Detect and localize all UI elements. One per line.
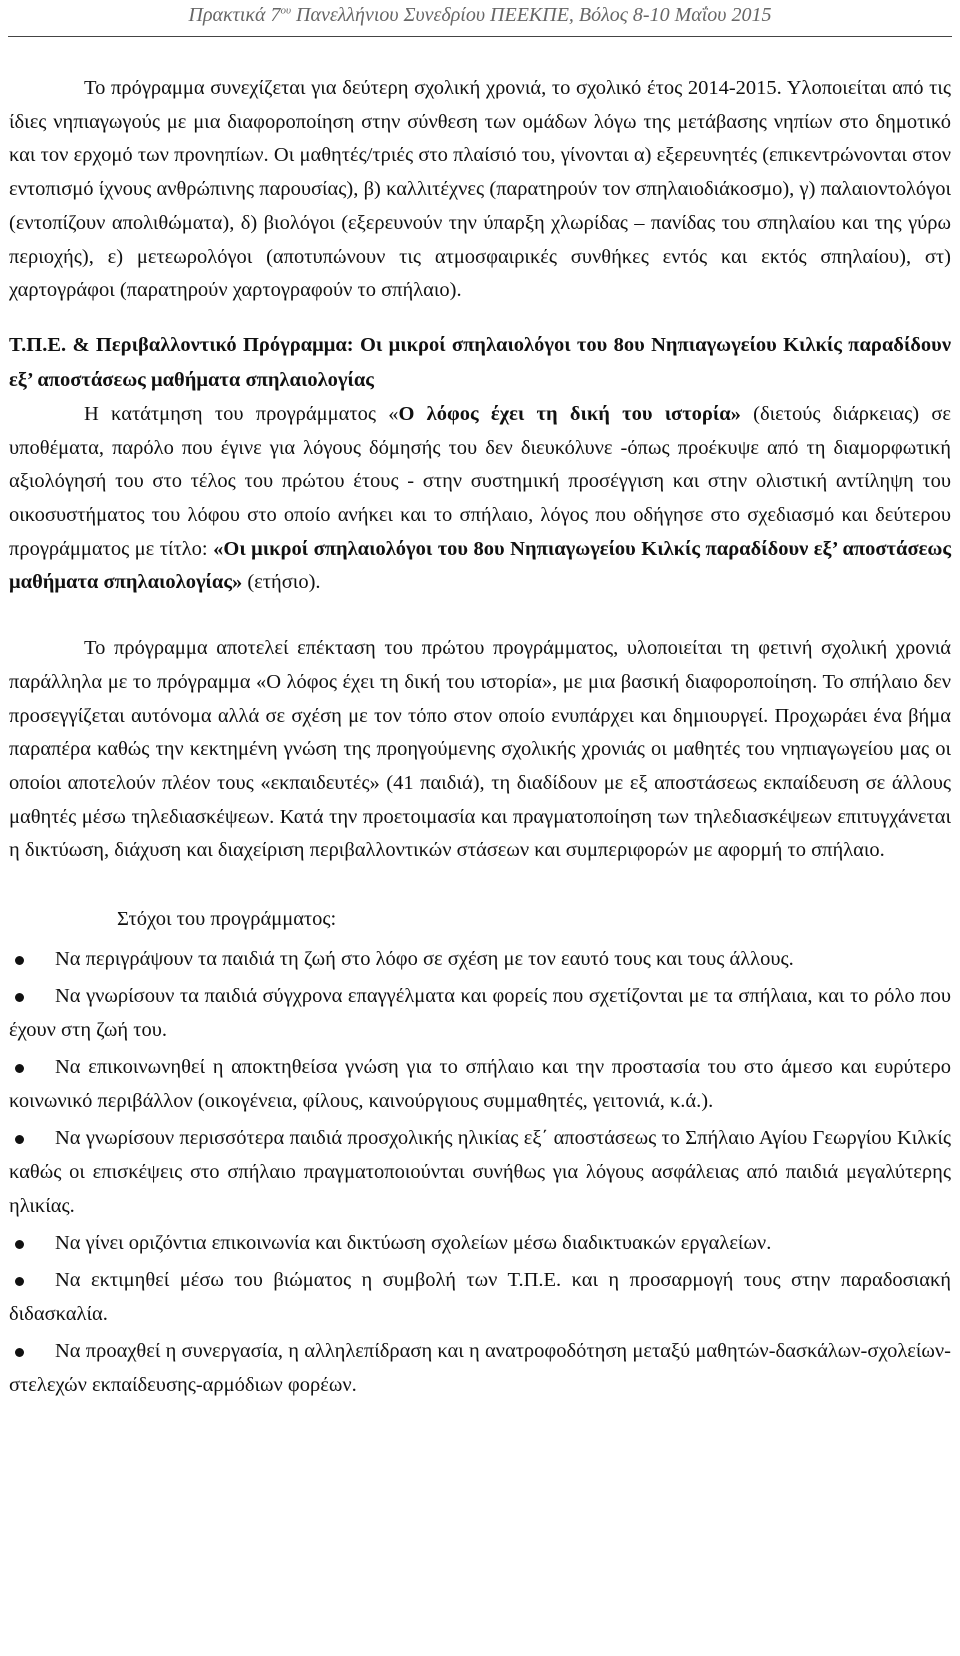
- goal-item: [9, 979, 951, 1047]
- goal-item: [9, 1334, 951, 1402]
- extension-paragraph: Το πρόγραμμα αποτελεί επέκταση του πρώτου προγράμματος, υλοποιείται τη φετινή σχολική χρονιά παράλληλα με το πρόγραμμα «Ο λόφος έχει τη δική του ιστορία», με μια βασική διαφοροποίηση. Το σπήλαιο δεν προσεγγίζεται αυτόνομα αλλά σε σχέση με τον τόπο στον οποίο ενυπάρχει και δημιουργεί. Προχωράει ένα βήμα παραπέρα καθώς την κεκτημένη γνώση της προηγούμενης σχολικής χρονιάς οι μαθητές του νηπιαγωγείου μας οι οποίοι αποτελούν πλέον τους «εκπαιδευτές» (41 παιδιά), τη διαδίδουν με εξ αποστάσεως εκπαίδευση σε άλλους μαθητές μέσω τηλεδιασκέψεων. Κατά την προετοιμασία και πραγματοποίηση των τηλεδιασκέψεων επιτυγχάνεται η δικτύωση, διάχυση και διαχείριση περιβαλλοντικών στάσεων και συμπεριφορών με αφορμή το σπήλαιο.: [9, 637, 951, 862]
- goal-text: Να προαχθεί η συνεργασία, η αλληλεπίδραση και η ανατροφοδότηση μεταξύ μαθητών-δασκάλων-σχολείων-στελεχών εκπαίδευσης-αρμόδιων φορέων.: [9, 1340, 951, 1397]
- section-para-part3: (ετήσιο).: [242, 571, 321, 594]
- bullet-icon: [15, 1135, 24, 1144]
- bullet-icon: [15, 1064, 24, 1073]
- goal-item: [9, 1050, 951, 1118]
- header-prefix: Πρακτικά 7: [188, 4, 281, 26]
- intro-paragraph: Το πρόγραμμα συνεχίζεται για δεύτερη σχολική χρονιά, το σχολικό έτος 2014-2015. Υλοποιείται από τις ίδιες νηπιαγωγούς με μια διαφοροποίηση στην σύνθεση των ομάδων λόγω της μετάβασης νηπίων στο δημοτικό και τον ερχομό των προνηπίων. Οι μαθητές/τριές στο πλαίσιό του, γίνονται α) εξερευνητές (επικεντρώνονται στον εντοπισμό ίχνους ανθρώπινης παρουσίας), β) καλλιτέχνες (παρατηρούν τον σπηλαιοδιάκοσμο), γ) παλαιοντολόγοι (εντοπίζουν απολιθώματα), δ) βιολόγοι (εξερευνούν την ύπαρξη χλωρίδας – πανίδας του σπηλαίου και της γύρω περιοχής), ε) μετεωρολόγοι (αποτυπώνουν τις ατμοσφαιρικές συνθήκες εντός και εκτός σπηλαίου), στ) χαρτογράφοι (παρατηρούν χαρτογραφούν το σπήλαιο).: [9, 77, 951, 302]
- body-text: [9, 72, 951, 1405]
- section-para-part2: (διετούς διάρκειας) σε υποθέματα, παρόλο που έγινε για λόγους δόμησής του δεν διευκόλυνε -όπως προέκυψε από τη διαμορφωτική αξιολόγησή του στο τέλος του πρώτου έτους - στην συστημική προσέγγιση και στην ολιστική αντίληψη του οικοσυστήματος του λόφου στο οποίο ανήκει και το σπήλαιο, λόγος που οδήγησε στο σχεδιασμό και δεύτερου προγράμματος με τίτλο:: [9, 402, 951, 560]
- header-rule: [8, 36, 952, 37]
- goal-text: Να επικοινωνηθεί η αποκτηθείσα γνώση για το σπήλαιο και την προστασία του στο άμεσο και ευρύτερο κοινωνικό περιβάλλον (οικογένεια, φίλους, καινούργιους συμμαθητές, γειτονιά, κ.ά.).: [9, 1056, 951, 1113]
- section-para-bold1: Ο λόφος έχει τη δική του ιστορία»: [398, 402, 741, 425]
- section-paragraph: [9, 398, 951, 600]
- section-para-bold2: «Οι μικροί σπηλαιολόγοι του 8ου Νηπιαγωγείου Κιλκίς παραδίδουν εξ’ αποστάσεως μαθήματα σπηλαιολογίας»: [9, 537, 951, 594]
- bullet-icon: [15, 956, 24, 965]
- goals-title: Στόχοι του προγράμματος:: [117, 908, 337, 931]
- goal-text: Να γνωρίσουν τα παιδιά σύγχρονα επαγγέλματα και φορείς που σχετίζονται με τα σπήλαια, και το ρόλο που έχουν στη ζωή του.: [9, 985, 951, 1042]
- bullet-icon: [15, 993, 24, 1002]
- goal-item: [9, 1226, 951, 1260]
- goal-item: [9, 1263, 951, 1331]
- goal-item: [9, 942, 951, 976]
- bullet-icon: [15, 1277, 24, 1286]
- goal-text: Να γνωρίσουν περισσότερα παιδιά προσχολικής ηλικίας εξ΄ αποστάσεως το Σπήλαιο Αγίου Γεωργίου Κιλκίς καθώς οι επισκέψεις στο σπήλαιο πραγματοποιούνται συνήθως για λόγους ασφάλειας από παιδιά μεγαλύτερης ηλικίας.: [9, 1127, 951, 1218]
- section-heading: Τ.Π.Ε. & Περιβαλλοντικό Πρόγραμμα: Οι μικροί σπηλαιολόγοι του 8ου Νηπιαγωγείου Κιλκίς παραδίδουν εξ’ αποστάσεως μαθήματα σπηλαιολογίας: [9, 333, 951, 391]
- running-header: [0, 2, 960, 28]
- goal-item: [9, 1121, 951, 1223]
- goals-list: [9, 942, 951, 1402]
- bullet-icon: [15, 1240, 24, 1249]
- goal-text: Να εκτιμηθεί μέσω του βιώματος η συμβολή των Τ.Π.Ε. και η προσαρμογή τους στην παραδοσιακή διδασκαλία.: [9, 1269, 951, 1326]
- goal-text: Να περιγράψουν τα παιδιά τη ζωή στο λόφο σε σχέση με τον εαυτό τους και τους άλλους.: [55, 948, 794, 971]
- header-suffix: Πανελλήνιου Συνεδρίου ΠΕΕΚΠΕ, Βόλος 8-10 Μαΐου 2015: [291, 4, 772, 26]
- section-para-part1: Η κατάτμηση του προγράμματος «: [84, 402, 399, 425]
- bullet-icon: [15, 1348, 24, 1357]
- goal-text: Να γίνει οριζόντια επικοινωνία και δικτύωση σχολείων μέσω διαδικτυακών εργαλείων.: [55, 1232, 772, 1255]
- header-superscript: ου: [280, 4, 292, 17]
